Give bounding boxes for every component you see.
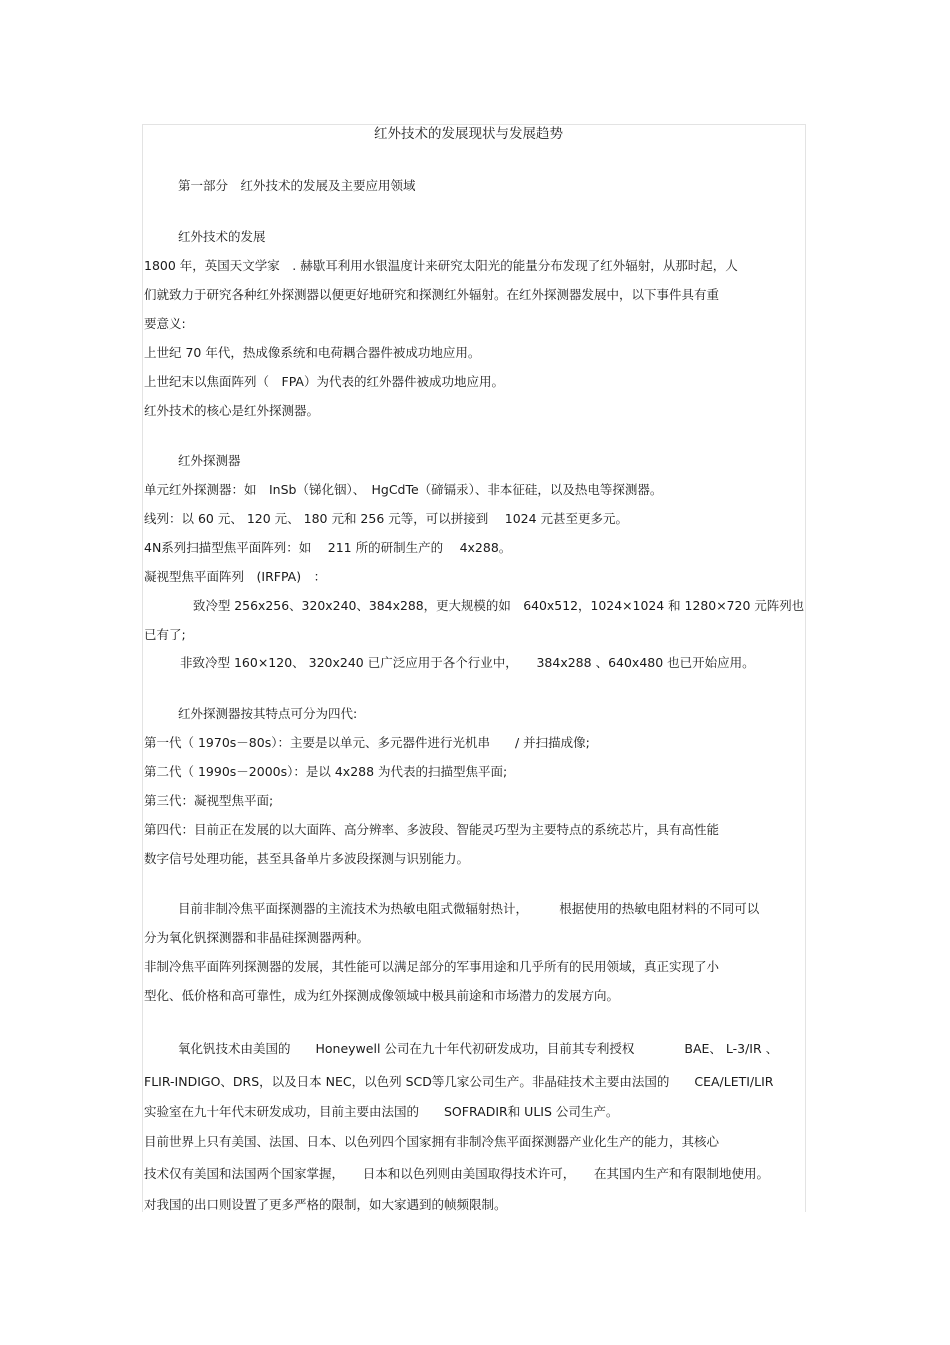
paragraph-line: 4N系列扫描型焦平面阵列：如 211 所的研制生产的 4x288。 [144,540,512,555]
paragraph-line: 技术仅有美国和法国两个国家掌握， 日本和以色列则由美国取得技术许可， 在其国内生产和有限制地使用。 [144,1166,770,1181]
part-heading: 第一部分 红外技术的发展及主要应用领域 [178,178,416,193]
paragraph-line: 1800 年，英国天文学家 . 赫歇耳利用水银温度计来研究太阳光的能量分布发现了红外辐射，从那时起，人 [144,258,738,273]
paragraph-line: 线列：以 60 元、 120 元、 180 元和 256 元等，可以拼接到 1024 元甚至更多元。 [144,511,629,526]
paragraph-line: FLIR-INDIGO、DRS，以及日本 NEC，以色列 SCD等几家公司生产。非晶硅技术主要由法国的 CEA/LETI/LIR [144,1074,774,1089]
paragraph-line: 目前世界上只有美国、法国、日本、以色列四个国家拥有非制冷焦平面探测器产业化生产的能力，其核心 [144,1134,720,1149]
paragraph-line: 上世纪 70 年代，热成像系统和电荷耦合器件被成功地应用。 [144,345,481,360]
paragraph-line: 要意义: [144,316,186,331]
section-heading-development: 红外技术的发展 [178,229,266,244]
paragraph-line: 致冷型 256x256、320x240、384x288，更大规模的如 640x512，1024×1024 和 1280×720 元阵列也 [193,598,805,613]
document-title: 红外技术的发展现状与发展趋势 [374,126,563,142]
section-heading-detectors: 红外探测器 [178,453,241,468]
paragraph-line: 氧化钒技术由美国的 Honeywell 公司在九十年代初研发成功，目前其专利授权 BAE、 L-3/IR 、 [178,1041,779,1056]
paragraph-line: 第三代：凝视型焦平面; [144,793,274,808]
paragraph-line: 凝视型焦平面阵列 (IRFPA) ： [144,569,327,584]
paragraph-line: 数字信号处理功能，甚至具备单片多波段探测与识别能力。 [144,851,470,866]
section-heading-generations: 红外探测器按其特点可分为四代: [178,706,358,721]
paragraph-line: 第二代（ 1990s－2000s）：是以 4x288 为代表的扫描型焦平面; [144,764,508,779]
paragraph-line: 非致冷型 160×120、 320x240 已广泛应用于各个行业中， 384x288 、640x480 也已开始应用。 [180,655,755,670]
paragraph-line: 第一代（ 1970s－80s）：主要是以单元、多元器件进行光机串 / 并扫描成像; [144,735,590,750]
paragraph-line: 对我国的出口则设置了更多严格的限制，如大家遇到的帧频限制。 [144,1197,507,1212]
paragraph-line: 实验室在九十年代末研发成功，目前主要由法国的 SOFRADIR和 ULIS 公司生产。 [144,1104,619,1119]
paragraph-line: 已有了; [144,627,186,642]
paragraph-line: 第四代：目前正在发展的以大面阵、高分辨率、多波段、智能灵巧型为主要特点的系统芯片，具有高性能 [144,822,720,837]
paragraph-line: 型化、低价格和高可靠性，成为红外探测成像领域中极具前途和市场潜力的发展方向。 [144,988,620,1003]
paragraph-line: 红外技术的核心是红外探测器。 [144,403,320,418]
paragraph-line: 非制冷焦平面阵列探测器的发展，其性能可以满足部分的军事用途和几乎所有的民用领域，真正实现了小 [144,959,720,974]
paragraph-line: 上世纪末以焦面阵列（ FPA）为代表的红外器件被成功地应用。 [144,374,504,389]
paragraph-line: 单元红外探测器：如 InSb（锑化铟）、 HgCdTe（碲镉汞）、非本征硅，以及热电等探测器。 [144,482,663,497]
paragraph-line: 目前非制冷焦平面探测器的主流技术为热敏电阻式微辐射热计， 根据使用的热敏电阻材料的不同可以 [178,901,760,916]
paragraph-line: 分为氧化钒探测器和非晶硅探测器两种。 [144,930,370,945]
paragraph-line: 们就致力于研究各种红外探测器以便更好地研究和探测红外辐射。在红外探测器发展中，以下事件具有重 [144,287,720,302]
